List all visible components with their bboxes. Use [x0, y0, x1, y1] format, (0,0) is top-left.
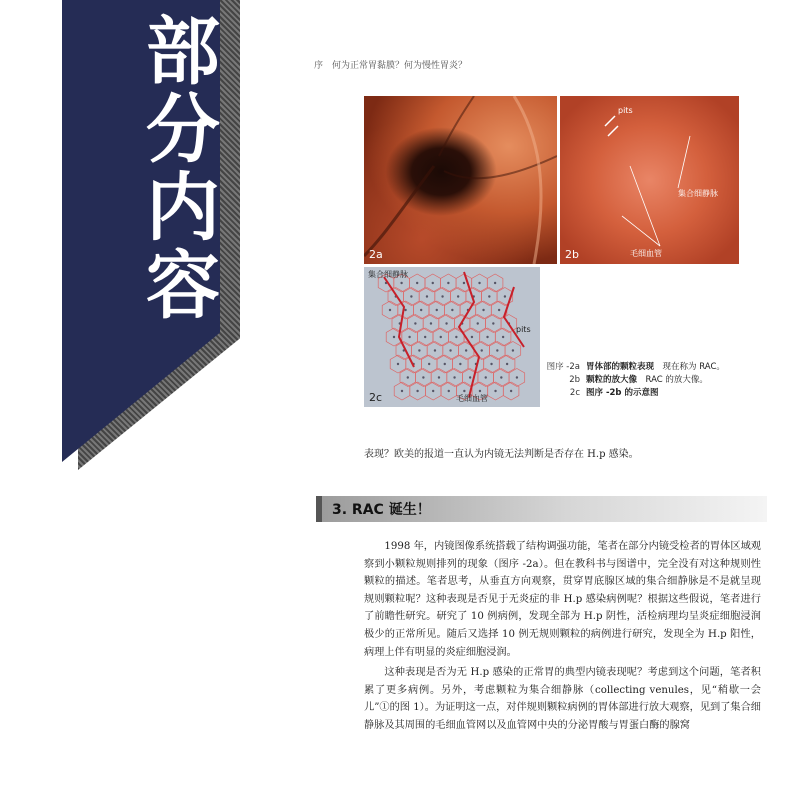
- pit-dot: [432, 282, 434, 284]
- pit-dot: [448, 390, 450, 392]
- pit-dot: [506, 363, 508, 365]
- pit-dot: [478, 282, 480, 284]
- pit-dot: [451, 309, 453, 311]
- collecting-venule-annotation-2c: 集合细静脉: [368, 270, 408, 279]
- pit-dot: [418, 349, 420, 351]
- pit-dot: [422, 376, 424, 378]
- hexagon-grid: [364, 267, 540, 407]
- pit-dot: [498, 309, 500, 311]
- pit-dot: [457, 295, 459, 297]
- pit-dot: [420, 309, 422, 311]
- pit-dot: [494, 282, 496, 284]
- pit-dot: [408, 336, 410, 338]
- capillary-annotation-2c: 毛细血管: [456, 394, 488, 403]
- pit-dot: [490, 363, 492, 365]
- pit-dot: [504, 295, 506, 297]
- pit-dot: [485, 376, 487, 378]
- pit-dot: [500, 376, 502, 378]
- pit-dot: [414, 322, 416, 324]
- pit-dot: [471, 336, 473, 338]
- pit-dot: [486, 336, 488, 338]
- capillary-annotation: 毛细血管: [630, 249, 662, 258]
- pits-annotation-2c: pits: [516, 325, 531, 334]
- pit-dot: [469, 376, 471, 378]
- pit-dot: [516, 376, 518, 378]
- pit-dot: [426, 295, 428, 297]
- pit-dot: [436, 309, 438, 311]
- photo-2b-lines: [560, 96, 739, 264]
- pit-dot: [459, 363, 461, 365]
- pit-dot: [465, 349, 467, 351]
- endoscopy-photo-2a: [364, 96, 557, 264]
- pit-dot: [447, 282, 449, 284]
- pit-dot: [502, 336, 504, 338]
- pit-dot: [424, 336, 426, 338]
- figure-caption: [546, 361, 776, 400]
- pit-dot: [481, 349, 483, 351]
- body-text: [364, 538, 761, 735]
- pit-dot: [432, 390, 434, 392]
- pit-dot: [400, 282, 402, 284]
- paragraph: 1998 年，内镜图像系统搭载了结构调强功能，笔者在部分内镜受检者的胃体区域观察到小颗粒规则排列的现象（图序 -2a）。但在教科书与图谱中，完全没有对这种规则性颗粒的描述。笔者思考，从垂直方向观察，贯穿胃底腺区域的集合细静脉是不是就呈现规则颗粒呢？这种表现是否见于无炎症的非 H.p 感染病例呢？根据这些假说，笔者进行了前瞻性研究。研究了 10 例病例，发现全部为 H.p 阴性，活检病理均呈炎症细胞浸润极少的正常所见。随后又选择 10 例无规则颗粒的病例进行研究，发现全为 H.p 阳性，病理上伴有明显的炎症细胞浸润。: [364, 541, 761, 658]
- pit-dot: [401, 390, 403, 392]
- pre-section-text: 表现？欧美的报道一直认为内镜无法判断是否存在 H.p 感染。: [364, 449, 639, 460]
- pit-dot: [430, 322, 432, 324]
- photo-2a-label: 2a: [369, 248, 383, 261]
- pit-dot: [397, 363, 399, 365]
- pit-dot: [510, 390, 512, 392]
- pit-dot: [393, 336, 395, 338]
- pit-dot: [488, 295, 490, 297]
- section-title: 3. RAC 诞生！: [332, 502, 431, 518]
- pit-dot: [479, 390, 481, 392]
- pit-dot: [453, 376, 455, 378]
- paragraph: 这种表现是否为无 H.p 感染的正常胃的典型内镜表现呢？考虑到这个问题，笔者积累了更多病例。另外，考虑颗粒为集合细静脉（collecting venules，见“稍歇一会儿”①的图 1）。为证明这一点，对伴规则颗粒病例的胃体部进行放大观察，见到了集合细静脉及其周围的毛细血管网以及血管网中央的分泌胃酸与胃蛋白酶的腺窝: [364, 667, 761, 731]
- collecting-venule-annotation: 集合细静脉: [678, 189, 718, 198]
- pit-dot: [389, 309, 391, 311]
- pit-dot: [445, 322, 447, 324]
- pit-dot: [428, 363, 430, 365]
- pit-dot: [434, 349, 436, 351]
- pit-dot: [410, 295, 412, 297]
- pit-dot: [444, 363, 446, 365]
- pit-dot: [404, 309, 406, 311]
- fold-lines: [364, 96, 557, 264]
- schematic-diagram-2c: [364, 267, 540, 407]
- pit-dot: [463, 390, 465, 392]
- pits-annotation: pits: [618, 106, 633, 115]
- magnified-photo-2b: [560, 96, 739, 264]
- caption-line: 图序 -2a 胃体部的颗粒表现 现在称为 RAC。: [546, 362, 725, 372]
- caption-line: 2c 图序 -2b 的示意图: [569, 388, 659, 398]
- pit-dot: [416, 282, 418, 284]
- pit-dot: [416, 390, 418, 392]
- pit-dot: [496, 349, 498, 351]
- banner-title: 部分内容: [134, 12, 220, 324]
- caption-line: 2b 颗粒的放大像 RAC 的放大像。: [569, 375, 708, 385]
- pit-dot: [407, 376, 409, 378]
- pit-dot: [438, 376, 440, 378]
- pit-dot: [494, 390, 496, 392]
- pit-dot: [482, 309, 484, 311]
- pit-dot: [440, 336, 442, 338]
- pit-dot: [463, 282, 465, 284]
- pit-dot: [441, 295, 443, 297]
- running-head: 序 何为正常胃黏膜？何为慢性胃炎？: [314, 61, 468, 71]
- pit-dot: [492, 322, 494, 324]
- pit-dot: [449, 349, 451, 351]
- collecting-venule-line: [504, 287, 524, 347]
- photo-2b-label: 2b: [565, 248, 579, 261]
- pit-dot: [477, 322, 479, 324]
- pit-dot: [512, 349, 514, 351]
- section-heading-bar: [316, 496, 767, 522]
- photo-2c-label: 2c: [369, 391, 383, 404]
- pit-dot: [455, 336, 457, 338]
